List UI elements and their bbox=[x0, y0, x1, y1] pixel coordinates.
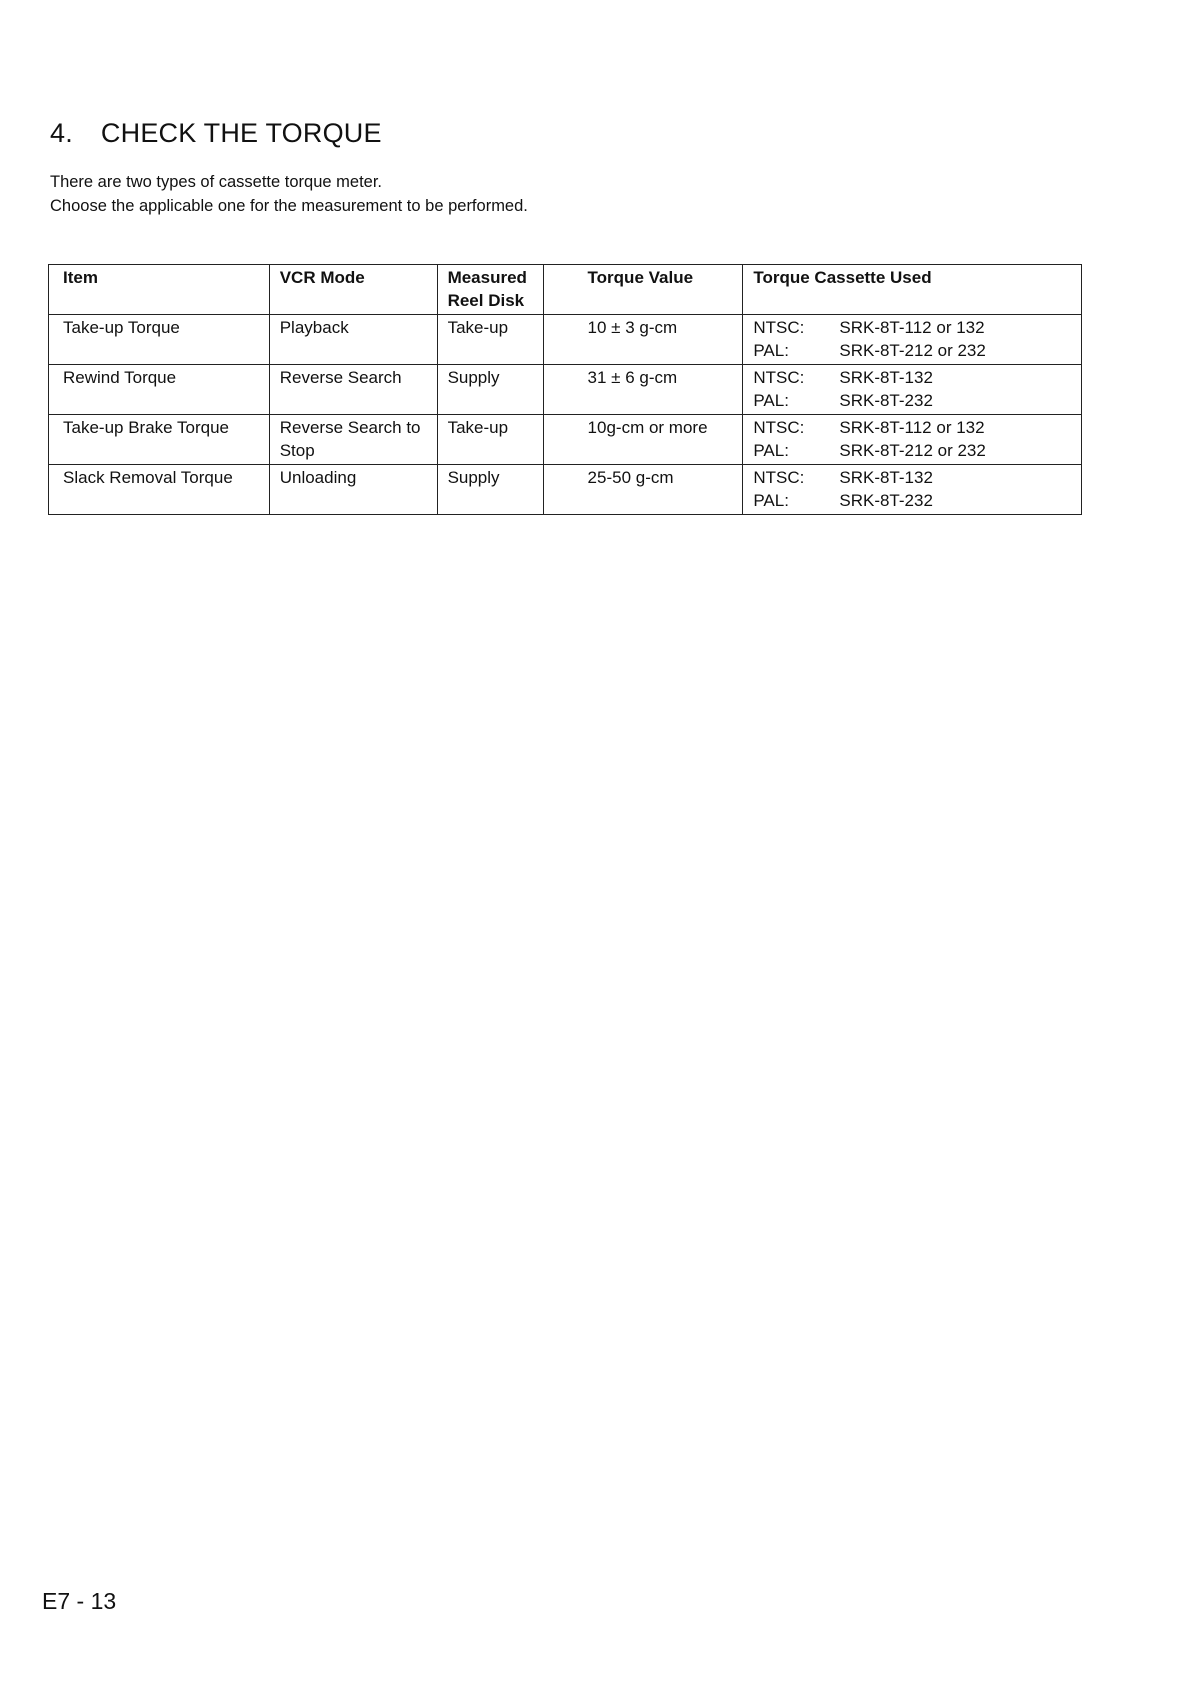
cassette-model: SRK-8T-232 bbox=[839, 491, 933, 510]
cell-item: Rewind Torque bbox=[49, 365, 270, 415]
cell-torque-value: 10 ± 3 g-cm bbox=[543, 315, 743, 365]
page-number: E7 - 13 bbox=[42, 1588, 117, 1614]
cell-cassette-used bbox=[743, 365, 1082, 415]
section-number: 4. bbox=[50, 118, 73, 148]
cassette-region: PAL: bbox=[753, 391, 789, 410]
cassette-line bbox=[753, 416, 1071, 439]
cell-item: Take-up Brake Torque bbox=[49, 415, 270, 465]
cell-cassette-used bbox=[743, 315, 1082, 365]
cell-item: Slack Removal Torque bbox=[49, 465, 270, 515]
cell-cassette-used bbox=[743, 415, 1082, 465]
header-measured-reel-disk: Measured Reel Disk bbox=[437, 265, 543, 315]
cell-item: Take-up Torque bbox=[49, 315, 270, 365]
intro-line: There are two types of cassette torque meter. bbox=[50, 173, 382, 191]
cassette-model: SRK-8T-212 or 232 bbox=[839, 441, 986, 460]
cassette-model: SRK-8T-112 or 132 bbox=[839, 418, 985, 437]
table-row bbox=[49, 415, 1082, 465]
cassette-region: NTSC: bbox=[753, 468, 805, 487]
cell-reel-disk: Supply bbox=[437, 365, 543, 415]
cassette-line bbox=[753, 316, 1071, 339]
cassette-line bbox=[753, 366, 1071, 389]
cell-vcr-mode: Reverse Search bbox=[269, 365, 437, 415]
table-row bbox=[49, 365, 1082, 415]
table-row bbox=[49, 315, 1082, 365]
section-heading bbox=[50, 118, 382, 149]
intro-line: Choose the applicable one for the measurement to be performed. bbox=[50, 197, 528, 215]
cassette-region: PAL: bbox=[753, 491, 789, 510]
cassette-region: PAL: bbox=[753, 341, 789, 360]
cell-torque-value: 25-50 g-cm bbox=[543, 465, 743, 515]
intro-text bbox=[50, 170, 528, 218]
cassette-line bbox=[753, 439, 1071, 462]
cell-torque-value: 31 ± 6 g-cm bbox=[543, 365, 743, 415]
header-vcr-mode: VCR Mode bbox=[269, 265, 437, 315]
cassette-model: SRK-8T-232 bbox=[839, 391, 933, 410]
cassette-region: PAL: bbox=[753, 441, 789, 460]
table-header-row bbox=[49, 265, 1082, 315]
cassette-model: SRK-8T-132 bbox=[839, 368, 933, 387]
cassette-model: SRK-8T-132 bbox=[839, 468, 933, 487]
cell-torque-value: 10g-cm or more bbox=[543, 415, 743, 465]
cassette-model: SRK-8T-212 or 232 bbox=[839, 341, 986, 360]
table-row bbox=[49, 465, 1082, 515]
cell-reel-disk: Supply bbox=[437, 465, 543, 515]
header-torque-value: Torque Value bbox=[543, 265, 743, 315]
cell-reel-disk: Take-up bbox=[437, 415, 543, 465]
cassette-line bbox=[753, 339, 1071, 362]
torque-table bbox=[48, 264, 1082, 515]
cassette-region: NTSC: bbox=[753, 418, 805, 437]
cassette-region: NTSC: bbox=[753, 368, 805, 387]
cassette-line bbox=[753, 389, 1071, 412]
cell-vcr-mode: Unloading bbox=[269, 465, 437, 515]
cassette-line bbox=[753, 489, 1071, 512]
cell-cassette-used bbox=[743, 465, 1082, 515]
header-item: Item bbox=[49, 265, 270, 315]
cell-vcr-mode: Playback bbox=[269, 315, 437, 365]
cell-reel-disk: Take-up bbox=[437, 315, 543, 365]
cell-vcr-mode: Reverse Search to Stop bbox=[269, 415, 437, 465]
cassette-line bbox=[753, 466, 1071, 489]
cassette-model: SRK-8T-112 or 132 bbox=[839, 318, 985, 337]
header-torque-cassette-used: Torque Cassette Used bbox=[743, 265, 1082, 315]
cassette-region: NTSC: bbox=[753, 318, 805, 337]
section-title: CHECK THE TORQUE bbox=[100, 118, 382, 148]
